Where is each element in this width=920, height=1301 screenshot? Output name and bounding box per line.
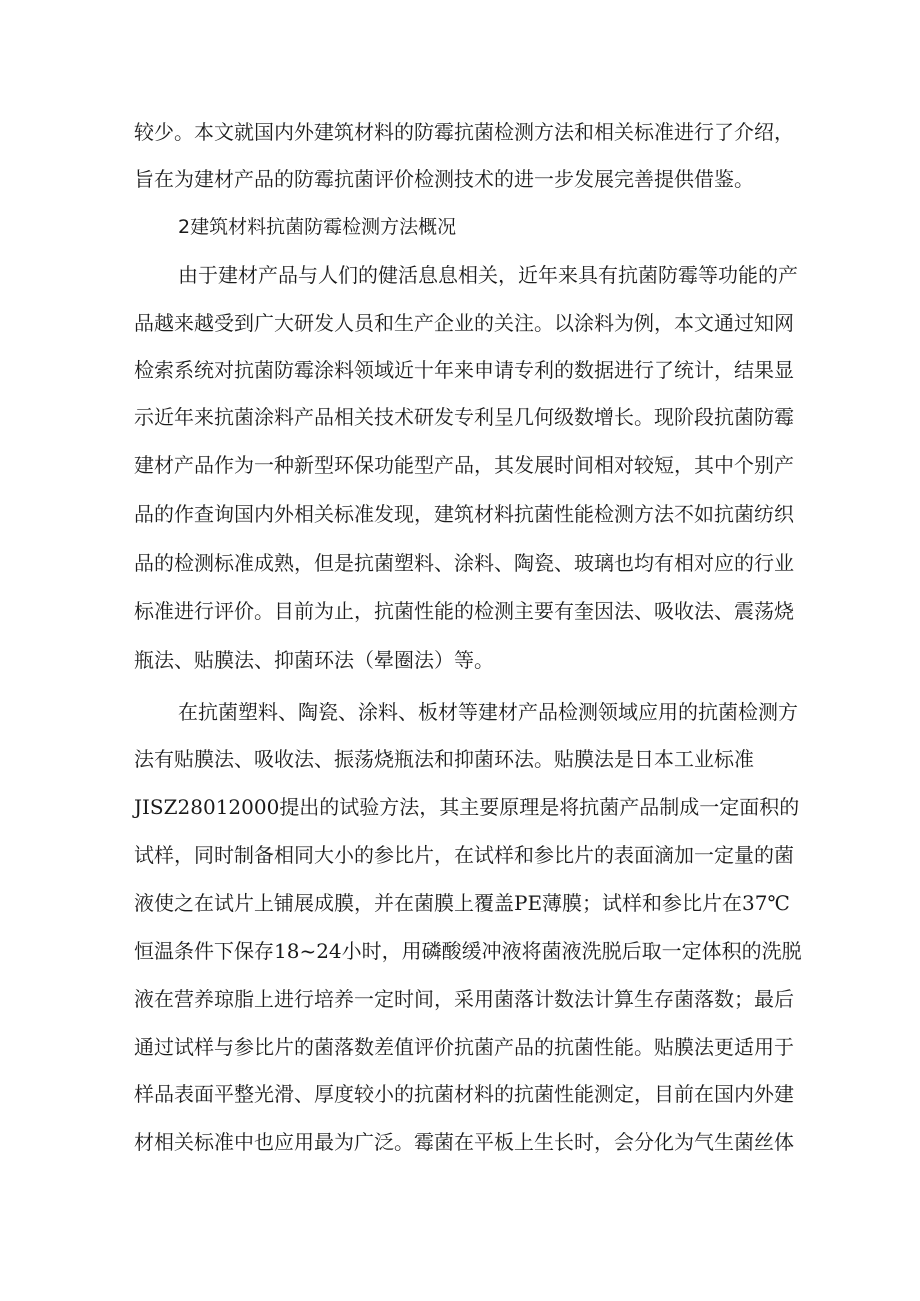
text-line: 示近年来抗菌涂料产品相关技术研发专利呈几何级数增长。现阶段抗菌防霉: [134, 405, 794, 429]
text-line: 样品表面平整光滑、厚度较小的抗菌材料的抗菌性能测定，目前在国内外建: [134, 1082, 794, 1106]
text-line: 试样，同时制备相同大小的参比片，在试样和参比片的表面滴加一定量的菌: [134, 843, 794, 867]
text-line: JISZ28012000提出的试验方法，其主要原理是将抗菌产品制成一定面积的: [134, 795, 800, 819]
text-line: 瓶法、贴膜法、抑菌环法（晕圈法）等。: [134, 648, 494, 672]
text-line: 检索系统对抗菌防霉涂料领域近十年来申请专利的数据进行了统计，结果显: [134, 358, 794, 382]
text-line: 液使之在试片上铺展成膜，并在菌膜上覆盖PE薄膜；试样和参比片在37℃: [134, 891, 790, 915]
text-line: 品的作查询国内外相关标准发现，建筑材料抗菌性能检测方法不如抗菌纺织: [134, 502, 794, 526]
text-line: 品越来越受到广大研发人员和生产企业的关注。以涂料为例，本文通过知网: [134, 311, 794, 335]
text-line: 通过试样与参比片的菌落数差值评价抗菌产品的抗菌性能。贴膜法更适用于: [134, 1035, 794, 1059]
text-line: 材相关标准中也应用最为广泛。霉菌在平板上生长时，会分化为气生菌丝体: [134, 1130, 794, 1154]
text-line: 建材产品作为一种新型环保功能型产品，其发展时间相对较短，其中个别产: [134, 453, 794, 477]
text-line: 恒温条件下保存18~24小时，用磷酸缓冲液将菌液洗脱后取一定体积的洗脱: [134, 939, 802, 963]
text-line: 在抗菌塑料、陶瓷、涂料、板材等建材产品检测领域应用的抗菌检测方: [178, 700, 798, 724]
text-line: 标准进行评价。目前为止，抗菌性能的检测主要有奎因法、吸收法、震荡烧: [134, 599, 794, 623]
text-line: 由于建材产品与人们的健活息息相关，近年来具有抗菌防霉等功能的产: [178, 263, 798, 287]
text-line: 旨在为建材产品的防霉抗菌评价检测技术的进一步发展完善提供借鉴。: [134, 167, 754, 191]
text-line: 品的检测标准成熟，但是抗菌塑料、涂料、陶瓷、玻璃也均有相对应的行业: [134, 551, 794, 575]
text-line: 较少。本文就国内外建筑材料的防霉抗菌检测方法和相关标准进行了介绍，: [134, 120, 794, 144]
text-line: 液在营养琼脂上进行培养一定时间，采用菌落计数法计算生存菌落数；最后: [134, 987, 794, 1011]
text-line: 法有贴膜法、吸收法、振荡烧瓶法和抑菌环法。贴膜法是日本工业标准: [134, 747, 754, 771]
section-heading: 2建筑材料抗菌防霉检测方法概况: [178, 216, 457, 238]
